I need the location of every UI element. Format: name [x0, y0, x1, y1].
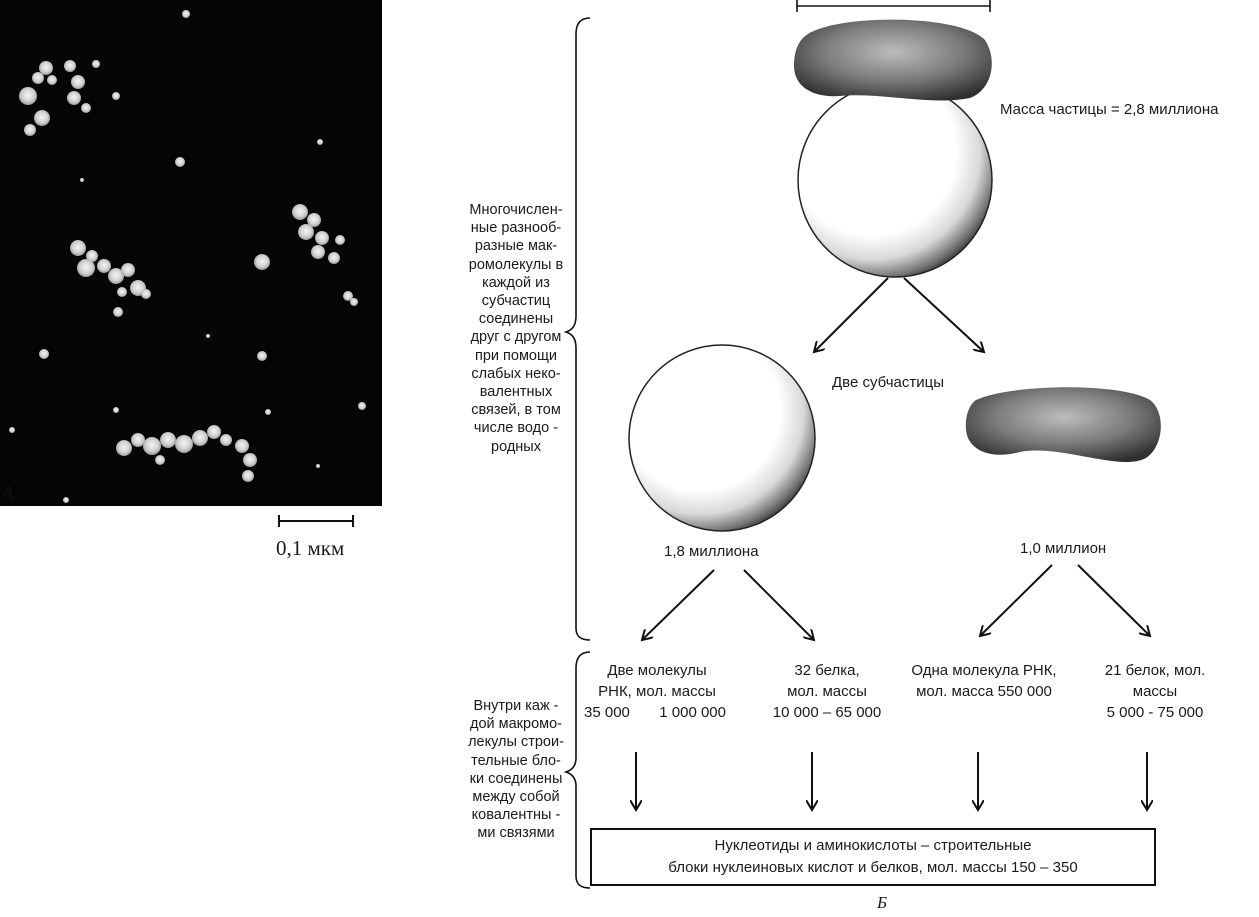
subparticles-label: Две субчастицы	[832, 374, 945, 391]
component-line: Две молекулы	[607, 662, 707, 679]
component-value: 10 000 – 65 000	[772, 704, 882, 721]
side-note-line: слабых неко-	[471, 365, 561, 382]
side-note-line: лекулы строи-	[468, 734, 564, 751]
side-note-line: разные мак-	[474, 238, 558, 255]
side-note-line: между собой	[472, 789, 560, 806]
side-note-noncovalent	[466, 201, 566, 456]
side-note-line: Внутри каж -	[473, 698, 559, 714]
side-note-line: дой макромо-	[469, 716, 563, 733]
side-note-line: ми связями	[477, 825, 555, 842]
particle-mass-label: Масса частицы = 2,8 миллиона	[1000, 101, 1219, 118]
panel-b-label: Б	[877, 893, 888, 912]
building-blocks-box	[590, 828, 1156, 886]
brace-top	[566, 18, 590, 640]
side-note-line: ковалентны -	[471, 807, 561, 824]
side-note-line: Многочислен-	[469, 202, 563, 218]
component-value: 35 000	[584, 704, 630, 721]
component-line: мол. массы	[787, 683, 867, 700]
large-subunit-sphere	[798, 83, 992, 277]
component-line: 32 белка,	[794, 662, 860, 679]
component-value: 1 000 000	[659, 704, 726, 721]
side-note-line: тельные бло-	[471, 752, 561, 769]
side-note-line: числе водо -	[473, 420, 559, 437]
side-note-line: при помощи	[474, 347, 558, 364]
building-blocks-line: блоки нуклеиновых кислот и белков, мол. массы 150 – 350	[668, 859, 1078, 876]
component-proteins-large	[762, 660, 892, 723]
small-subunit-bean-separated	[966, 387, 1161, 462]
side-note-line: родных	[491, 438, 541, 455]
side-note-line: ные разнооб-	[470, 220, 562, 237]
side-note-line: друг с другом	[470, 329, 562, 346]
building-blocks-line: Нуклеотиды и аминокислоты – строительные	[714, 837, 1032, 854]
component-line: Одна молекула РНК,	[911, 662, 1057, 679]
side-note-line: ки соединены	[469, 770, 563, 787]
component-line: РНК, мол. массы	[598, 683, 716, 700]
component-value: 5 000 - 75 000	[1106, 704, 1204, 721]
side-note-line: ромолекулы в	[468, 256, 564, 273]
panel-a-label: А	[2, 482, 13, 502]
side-note-line: каждой из	[482, 274, 550, 291]
component-proteins-small	[1090, 660, 1220, 723]
large-subunit-mass: 1,8 миллиона	[664, 543, 759, 560]
side-note-line: валентных	[479, 384, 553, 401]
side-note-line: соединены	[478, 311, 554, 328]
small-subunit-bean	[794, 20, 992, 101]
component-rna-large	[584, 660, 730, 723]
component-rna-small	[900, 660, 1068, 702]
component-line: 21 белок, мол.	[1104, 662, 1206, 679]
scale-bar-label: 0,1 мкм	[276, 536, 345, 560]
large-subunit-sphere-separated	[629, 345, 815, 531]
small-subunit-mass: 1,0 миллион	[1020, 540, 1107, 557]
side-note-line: связей, в том	[471, 402, 561, 419]
side-note-line: субчастиц	[481, 293, 551, 310]
side-note-covalent	[462, 697, 570, 843]
dimension-bar	[797, 0, 990, 12]
component-line: массы	[1132, 683, 1178, 700]
component-line: мол. масса 550 000	[916, 683, 1052, 700]
